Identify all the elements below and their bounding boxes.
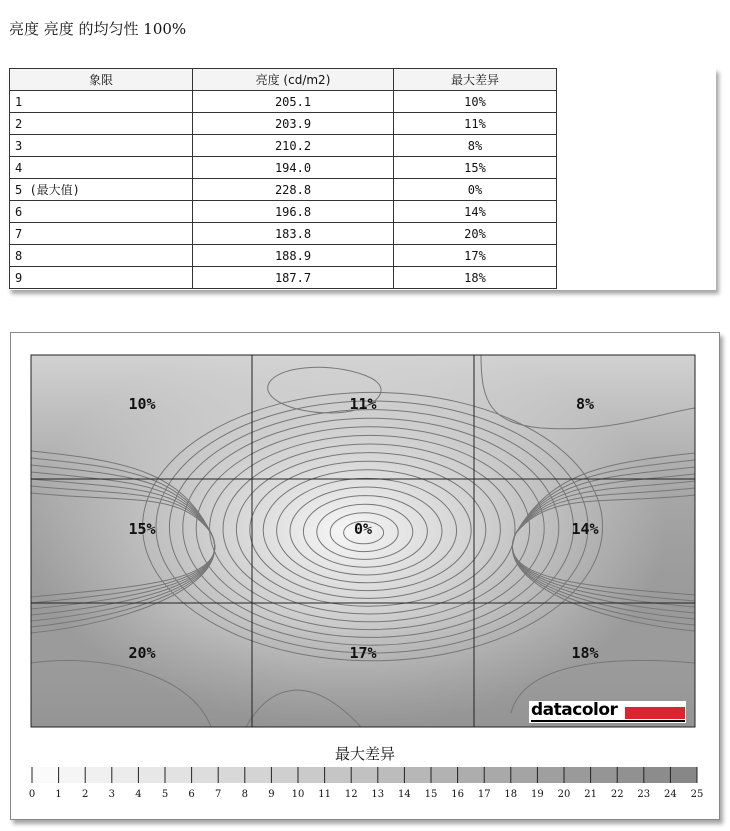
legend-tick-label: 2: [82, 789, 89, 800]
uniformity-map-panel: [10, 332, 720, 820]
cell-luminance: 210.2: [193, 135, 394, 157]
luminance-table-panel: [8, 68, 716, 290]
cell-quadrant: 6: [10, 201, 193, 223]
legend-swatch: [564, 767, 591, 783]
cell-max-diff: 11%: [394, 113, 557, 135]
legend-tick-label: 1: [55, 789, 62, 800]
table-row: [10, 179, 557, 201]
legend-swatch: [85, 767, 112, 783]
cell-label-5: 0%: [353, 520, 373, 538]
legend-tick-label: 4: [135, 789, 142, 800]
legend-tick-label: 9: [268, 789, 275, 800]
cell-luminance: 228.8: [193, 179, 394, 201]
table-row: [10, 113, 557, 135]
cell-quadrant: 2: [10, 113, 193, 135]
header-max-diff: 最大差异: [394, 69, 557, 91]
legend-swatch: [670, 767, 697, 783]
legend-swatch: [138, 767, 165, 783]
legend-title: 最大差异: [334, 745, 395, 763]
legend-swatch: [511, 767, 538, 783]
cell-label-6: 14%: [571, 520, 599, 538]
cell-max-diff: 20%: [394, 223, 557, 245]
legend-tick-label: 19: [531, 789, 544, 800]
legend-swatch: [617, 767, 644, 783]
legend-swatch: [644, 767, 671, 783]
table-row: [10, 91, 557, 113]
legend-tick-label: 13: [371, 789, 385, 800]
table-row: [10, 267, 557, 289]
legend-tick-label: 16: [451, 789, 464, 800]
legend-swatch: [218, 767, 245, 783]
legend-tick-label: 5: [161, 789, 169, 800]
legend-swatch: [112, 767, 139, 783]
legend-swatch: [378, 767, 405, 783]
legend-swatch: [431, 767, 458, 783]
cell-max-diff: 18%: [394, 267, 557, 289]
legend-swatch: [32, 767, 59, 783]
cell-label-7: 20%: [128, 644, 156, 662]
cell-max-diff: 10%: [394, 91, 557, 113]
cell-quadrant: 9: [10, 267, 193, 289]
legend-tick-label: 17: [477, 789, 491, 800]
legend-swatch: [484, 767, 511, 783]
cell-max-diff: 17%: [394, 245, 557, 267]
cell-luminance: 196.8: [193, 201, 394, 223]
table-row: [10, 157, 557, 179]
legend-tick-label: 20: [557, 789, 571, 800]
cell-quadrant: 5 (最大值): [10, 179, 193, 201]
header-luminance: 亮度 (cd/m2): [193, 69, 394, 91]
logo-red-bar: [625, 707, 685, 719]
legend-swatch: [165, 767, 192, 783]
legend-swatch: [298, 767, 325, 783]
legend-tick-label: 22: [610, 789, 624, 800]
cell-quadrant: 1: [10, 91, 193, 113]
cell-max-diff: 15%: [394, 157, 557, 179]
legend-tick-label: 0: [28, 789, 36, 800]
table-row: [10, 201, 557, 223]
legend-swatch: [245, 767, 272, 783]
cell-quadrant: 4: [10, 157, 193, 179]
cell-luminance: 187.7: [193, 267, 394, 289]
cell-quadrant: 7: [10, 223, 193, 245]
page-title: 亮度 亮度 的均匀性 100%: [9, 20, 187, 38]
legend-tick-label: 10: [291, 789, 305, 800]
logo-text: datacolor: [531, 700, 618, 720]
legend-swatch: [591, 767, 618, 783]
header-quadrant: 象限: [10, 69, 193, 91]
cell-max-diff: 0%: [394, 179, 557, 201]
table-row: [10, 223, 557, 245]
cell-label-3: 8%: [575, 395, 595, 413]
cell-luminance: 194.0: [193, 157, 394, 179]
cell-max-diff: 8%: [394, 135, 557, 157]
legend-tick-label: 15: [424, 789, 438, 800]
logo-underline: [531, 720, 685, 722]
legend-tick-label: 21: [584, 789, 597, 800]
legend-tick-label: 8: [241, 789, 248, 800]
legend-swatch: [325, 767, 352, 783]
legend-tick-label: 18: [504, 789, 518, 800]
legend-tick-label: 24: [664, 789, 677, 800]
datacolor-logo: [529, 701, 686, 723]
legend-swatch: [192, 767, 219, 783]
legend-tick-label: 23: [637, 789, 651, 800]
legend-tick-label: 7: [215, 789, 222, 800]
cell-label-2: 11%: [349, 395, 377, 413]
legend-tick-label: 14: [398, 789, 411, 800]
legend-tick-label: 12: [344, 789, 358, 800]
legend-swatch: [351, 767, 378, 783]
legend-tick-label: 3: [108, 789, 115, 800]
legend-tick-label: 11: [318, 789, 331, 800]
luminance-table: [9, 68, 557, 289]
legend-tick-label: 25: [690, 789, 704, 800]
cell-max-diff: 14%: [394, 201, 557, 223]
cell-label-9: 18%: [571, 644, 599, 662]
table-header-row: [10, 69, 557, 91]
table-row: [10, 245, 557, 267]
cell-label-4: 15%: [128, 520, 156, 538]
legend-swatch: [404, 767, 431, 783]
cell-luminance: 203.9: [193, 113, 394, 135]
legend-swatch: [59, 767, 86, 783]
cell-luminance: 188.9: [193, 245, 394, 267]
legend-swatch: [537, 767, 564, 783]
cell-label-1: 10%: [128, 395, 156, 413]
legend-swatch: [271, 767, 298, 783]
cell-label-8: 17%: [349, 644, 377, 662]
table-row: [10, 135, 557, 157]
legend-swatch: [458, 767, 485, 783]
cell-quadrant: 3: [10, 135, 193, 157]
cell-quadrant: 8: [10, 245, 193, 267]
cell-luminance: 205.1: [193, 91, 394, 113]
legend-tick-label: 6: [188, 789, 195, 800]
cell-luminance: 183.8: [193, 223, 394, 245]
